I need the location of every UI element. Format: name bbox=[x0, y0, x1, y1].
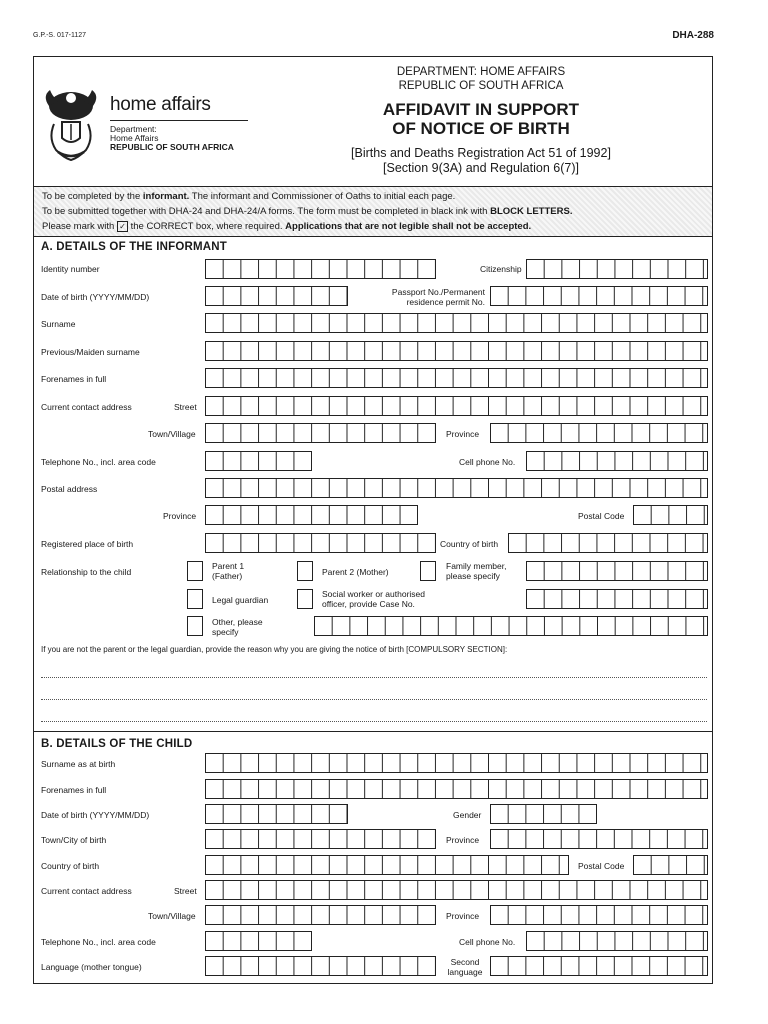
maiden-surname-label: Previous/Maiden surname bbox=[41, 347, 140, 357]
child-street-label: Street bbox=[174, 886, 197, 896]
instruction-line3: Please mark with ✓ the CORRECT box, where required. Applications that are not legible shall not be accepted. bbox=[42, 221, 532, 232]
form-title-line2: OF NOTICE OF BIRTH bbox=[392, 119, 570, 138]
child-street-field[interactable] bbox=[205, 880, 708, 900]
reason-line-1[interactable] bbox=[41, 677, 707, 678]
dob-field[interactable] bbox=[205, 286, 348, 306]
child-postal-code-label: Postal Code bbox=[578, 861, 625, 871]
reg-place-label: Registered place of birth bbox=[41, 539, 134, 549]
child-country-field[interactable] bbox=[205, 855, 569, 875]
logo-country: REPUBLIC OF SOUTH AFRICA bbox=[110, 142, 234, 152]
child-town-field[interactable] bbox=[205, 905, 436, 925]
child-dob-field[interactable] bbox=[205, 804, 348, 824]
child-province-field[interactable] bbox=[490, 829, 708, 849]
form-title-line1: AFFIDAVIT IN SUPPORT bbox=[382, 100, 580, 119]
logo-dept-name: Home Affairs bbox=[110, 133, 159, 143]
contact-address-label: Current contact address bbox=[41, 402, 132, 412]
instruction-line1: To be completed by the informant. The informant and Commissioner of Oaths to initial each page. bbox=[42, 191, 456, 202]
postal-code-label: Postal Code bbox=[578, 511, 625, 521]
child-postal-code-field[interactable] bbox=[633, 855, 708, 875]
section-line: [Section 9(3A) and Regulation 6(7)] bbox=[383, 161, 579, 175]
logo-dept-label: Department: bbox=[110, 124, 157, 134]
child-country-label: Country of birth bbox=[41, 861, 100, 871]
divider bbox=[33, 731, 713, 732]
other-label: Other, please specify bbox=[212, 617, 263, 637]
social-worker-label: Social worker or authorised officer, provide Case No. bbox=[322, 589, 425, 609]
child-surname-label: Surname as at birth bbox=[41, 759, 116, 769]
reason-line-2[interactable] bbox=[41, 699, 707, 700]
other-specify-field[interactable] bbox=[314, 616, 708, 636]
reason-line-3[interactable] bbox=[41, 721, 707, 722]
telephone-field[interactable] bbox=[205, 451, 312, 471]
surname-field[interactable] bbox=[205, 313, 708, 333]
postal-code-field[interactable] bbox=[633, 505, 708, 525]
province-field[interactable] bbox=[490, 423, 708, 443]
parent1-label: Parent 1 (Father) bbox=[212, 561, 245, 581]
reg-place-field[interactable] bbox=[205, 533, 436, 553]
section-b-heading: B. DETAILS OF THE CHILD bbox=[41, 738, 193, 750]
parent2-label: Parent 2 (Mother) bbox=[322, 567, 389, 577]
child-telephone-field[interactable] bbox=[205, 931, 312, 951]
child-cell-field[interactable] bbox=[526, 931, 708, 951]
logo-divider bbox=[110, 120, 248, 121]
cell-label: Cell phone No. bbox=[459, 457, 516, 467]
act-line: [Births and Deaths Registration Act 51 of 1992] bbox=[351, 146, 611, 160]
gender-field[interactable] bbox=[490, 804, 597, 824]
postal-address-field[interactable] bbox=[205, 478, 708, 498]
dob-label: Date of birth (YYYY/MM/DD) bbox=[41, 292, 150, 302]
dept-line: DEPARTMENT: HOME AFFAIRS bbox=[396, 66, 566, 78]
town-field[interactable] bbox=[205, 423, 436, 443]
coat-of-arms-icon bbox=[40, 86, 102, 164]
child-province-label: Province bbox=[446, 835, 480, 845]
legal-guardian-checkbox[interactable] bbox=[187, 589, 203, 609]
second-language-field[interactable] bbox=[490, 956, 708, 976]
province-label: Province bbox=[446, 429, 480, 439]
forenames-label: Forenames in full bbox=[41, 374, 107, 384]
family-member-checkbox[interactable] bbox=[420, 561, 436, 581]
child-cell-label: Cell phone No. bbox=[459, 937, 516, 947]
street-label: Street bbox=[174, 402, 197, 412]
divider bbox=[33, 236, 713, 237]
citizenship-label: Citizenship bbox=[480, 264, 522, 274]
passport-label: Passport No./Permanent residence permit No. bbox=[391, 287, 485, 307]
child-dob-label: Date of birth (YYYY/MM/DD) bbox=[41, 810, 150, 820]
postal-province-field[interactable] bbox=[205, 505, 418, 525]
country-birth-field[interactable] bbox=[508, 533, 708, 553]
family-member-field[interactable] bbox=[526, 561, 708, 581]
child-town-city-field[interactable] bbox=[205, 829, 436, 849]
form-code: G.P.-S. 017-1127 bbox=[33, 32, 87, 39]
social-worker-checkbox[interactable] bbox=[297, 589, 313, 609]
town-label: Town/Village bbox=[148, 429, 196, 439]
child-province2-label: Province bbox=[446, 911, 480, 921]
second-language-label: Second language bbox=[447, 957, 483, 977]
telephone-label: Telephone No., incl. area code bbox=[41, 457, 156, 467]
identity-number-field[interactable] bbox=[205, 259, 436, 279]
child-surname-field[interactable] bbox=[205, 753, 708, 773]
postal-province-label: Province bbox=[163, 511, 197, 521]
cell-field[interactable] bbox=[526, 451, 708, 471]
country-birth-label: Country of birth bbox=[440, 539, 499, 549]
surname-label: Surname bbox=[41, 319, 76, 329]
citizenship-field[interactable] bbox=[526, 259, 708, 279]
form-number: DHA-288 bbox=[672, 30, 714, 41]
family-member-label: Family member, please specify bbox=[446, 561, 507, 581]
instructions-box bbox=[34, 187, 712, 236]
check-mark-icon: ✓ bbox=[117, 221, 128, 232]
child-contact-label: Current contact address bbox=[41, 886, 132, 896]
language-label: Language (mother tongue) bbox=[41, 962, 142, 972]
postal-address-label: Postal address bbox=[41, 484, 98, 494]
maiden-surname-field[interactable] bbox=[205, 341, 708, 361]
street-field[interactable] bbox=[205, 396, 708, 416]
child-province2-field[interactable] bbox=[490, 905, 708, 925]
identity-number-label: Identity number bbox=[41, 264, 100, 274]
case-number-field[interactable] bbox=[526, 589, 708, 609]
reason-label: If you are not the parent or the legal guardian, provide the reason why you are giving the notice of birth [COMPULSORY SECTION]: bbox=[41, 645, 508, 654]
child-town-label: Town/Village bbox=[148, 911, 196, 921]
passport-field[interactable] bbox=[490, 286, 708, 306]
republic-line: REPUBLIC OF SOUTH AFRICA bbox=[398, 80, 564, 92]
child-forenames-label: Forenames in full bbox=[41, 785, 107, 795]
other-checkbox[interactable] bbox=[187, 616, 203, 636]
child-town-city-label: Town/City of birth bbox=[41, 835, 107, 845]
parent1-checkbox[interactable] bbox=[187, 561, 203, 581]
instruction-line2: To be submitted together with DHA-24 and DHA-24/A forms. The form must be completed in black ink with BLOCK LETTERS. bbox=[42, 206, 573, 217]
child-telephone-label: Telephone No., incl. area code bbox=[41, 937, 156, 947]
relationship-label: Relationship to the child bbox=[41, 567, 132, 577]
section-a-heading: A. DETAILS OF THE INFORMANT bbox=[41, 241, 227, 253]
legal-guardian-label: Legal guardian bbox=[212, 595, 269, 605]
child-forenames-field[interactable] bbox=[205, 779, 708, 799]
language-field[interactable] bbox=[205, 956, 436, 976]
gender-label: Gender bbox=[453, 810, 482, 820]
forenames-field[interactable] bbox=[205, 368, 708, 388]
parent2-checkbox[interactable] bbox=[297, 561, 313, 581]
logo-text: home affairs bbox=[110, 94, 211, 115]
